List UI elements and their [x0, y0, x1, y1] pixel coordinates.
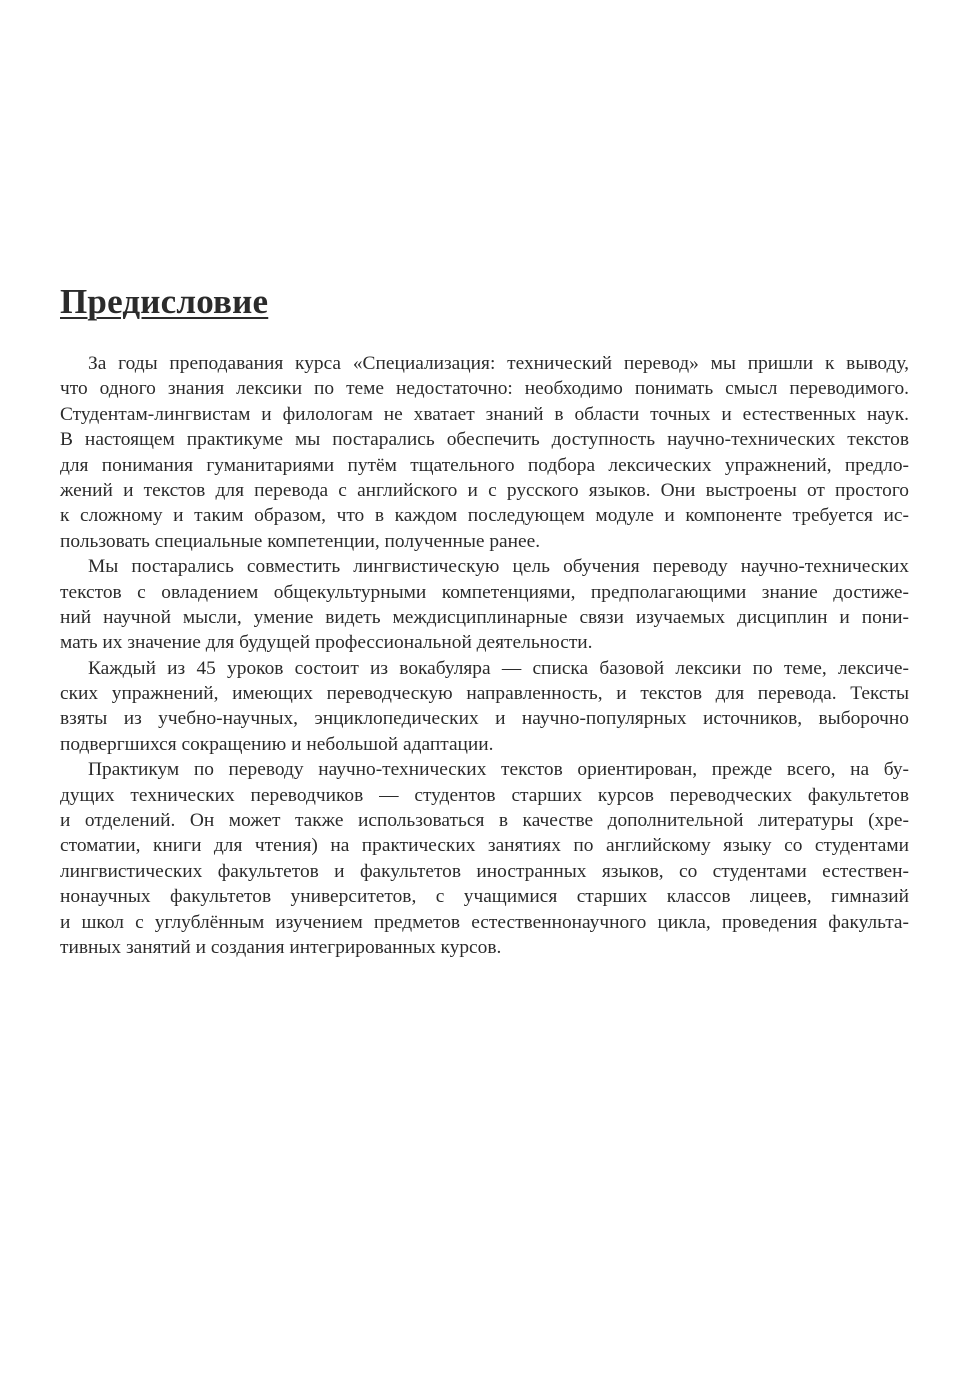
text-line: стоматии, книги для чтения) на практических занятиях по английскому языку со студентами	[60, 835, 909, 857]
text-line: Каждый из 45 уроков состоит из вокабуляра — списка базовой лексики по теме, лексиче-	[88, 657, 909, 679]
text-line: для понимания гуманитариями путём тщательного подбора лексических упражнений, предло-	[60, 454, 909, 476]
page-title: Предисловие	[60, 282, 269, 321]
text-line: взяты из учебно-научных, энциклопедических и научно-популярных источников, выборочно	[60, 708, 909, 730]
text-line: ских упражнений, имеющих переводческую направленность, и текстов для перевода. Тексты	[60, 683, 909, 705]
text-line: пользовать специальные компетенции, полученные ранее.	[60, 530, 541, 552]
text-line: к сложному и таким образом, что в каждом последующем модуле и компоненте требуется ис-	[60, 505, 909, 527]
text-line: дущих технических переводчиков — студентов старших курсов переводческих факультетов	[60, 784, 909, 806]
paragraph-4	[60, 757, 909, 960]
text-line: нонаучных факультетов университетов, с учащимися старших классов лицеев, гимназий	[60, 886, 909, 908]
text-line: и школ с углублённым изучением предметов естественнонаучного цикла, проведения факульта-	[60, 911, 909, 933]
paragraph-1	[60, 351, 909, 554]
text-line: жений и текстов для перевода с английского и с русского языков. Они выстроены от простого	[60, 479, 909, 501]
text-line: Студентам-лингвистам и филологам не хватает знаний в области точных и естественных наук.	[60, 403, 909, 425]
preface-body	[60, 351, 909, 960]
paragraph-3	[60, 656, 909, 758]
paragraph-2	[60, 554, 909, 656]
text-line: Практикум по переводу научно-технических текстов ориентирован, прежде всего, на бу-	[88, 759, 909, 781]
text-line: что одного знания лексики по теме недостаточно: необходимо понимать смысл переводимого.	[60, 378, 909, 400]
text-line: и отделений. Он может также использоваться в качестве дополнительной литературы (хре-	[60, 810, 909, 832]
text-line: лингвистических факультетов и факультетов иностранных языков, со студентами естествен-	[60, 860, 909, 882]
text-line: В настоящем практикуме мы постарались обеспечить доступность научно-технических текстов	[60, 429, 909, 451]
text-line: ний научной мысли, умение видеть междисциплинарные связи изучаемых дисциплин и пони-	[60, 606, 909, 628]
text-line: текстов с овладением общекультурными компетенциями, предполагающими знание достиже-	[60, 581, 909, 603]
text-line: мать их значение для будущей профессиональной деятельности.	[60, 632, 593, 654]
text-line: подвергшихся сокращению и небольшой адаптации.	[60, 733, 494, 755]
text-line: тивных занятий и создания интегрированных курсов.	[60, 936, 502, 958]
text-line: Мы постарались совместить лингвистическую цель обучения переводу научно-технических	[88, 556, 909, 578]
text-line: За годы преподавания курса «Специализация: технический перевод» мы пришли к выводу,	[88, 353, 909, 374]
